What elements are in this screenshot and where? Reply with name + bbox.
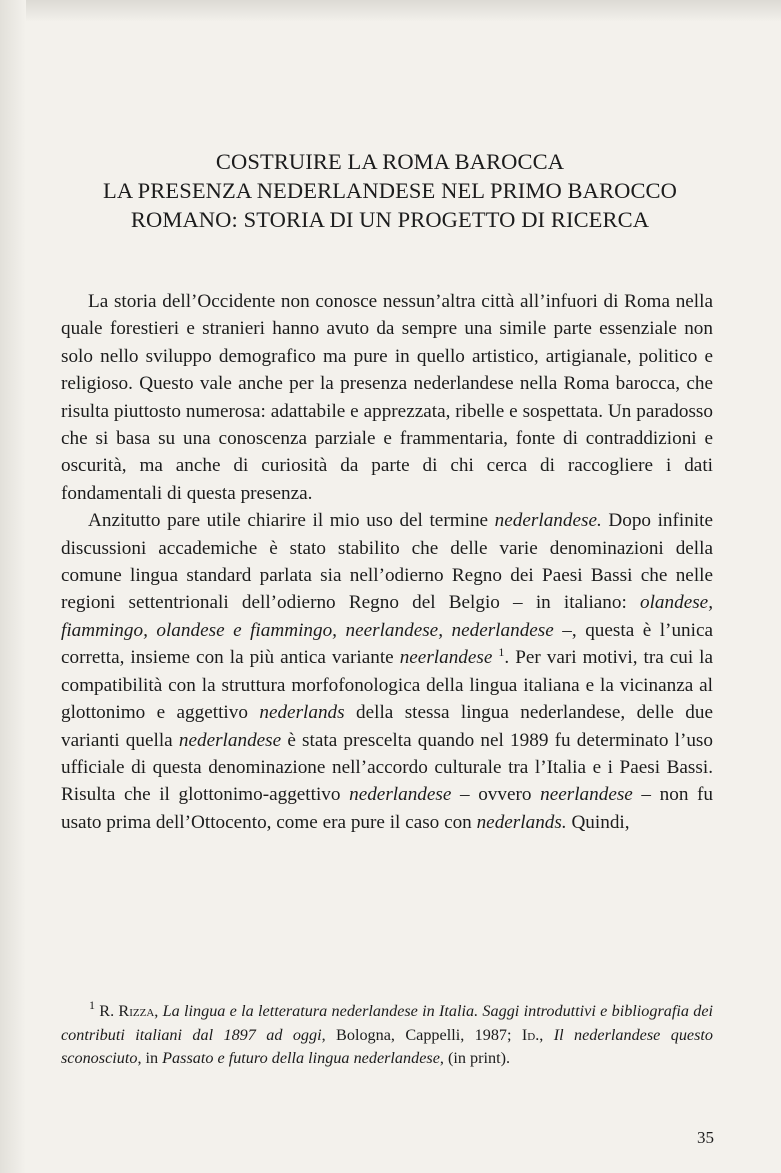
title-line-2: LA PRESENZA NEDERLANDESE NEL PRIMO BAROCCO [102, 178, 678, 203]
paragraph-2: Anzitutto pare utile chiarire il mio uso del termine nederlandese. Dopo infinite discussioni accademiche è stato stabilito che delle varie denominazioni della comune lingua standard parlata sia nell’odierno Regno dei Paesi Bassi che nelle regioni settentrionali dell’odierno Regno del Belgio – in italiano: olandese, fiammingo, olandese e fiammingo, neerlandese, nederlandese –, questa è l’unica corretta, insieme con la più antica variante neerlandese $^1$. Per vari motivi, tra cui la compatibilità con la struttura morfofonologica della lingua italiana e la vicinanza al glottonimo e aggettivo nederlands della stessa lingua nederlandese, delle due varianti quella nederlandese è stata prescelta quando nel 1989 fu determinato l’uso ufficiale di questa denominazione nell’accordo culturale tra l’Italia e i Paesi Bassi. Risulta che il glottonimo-aggettivo nederlandese – ovvero neerlandese – non fu usato prima dell’Ottocento, come era pure il caso con nederlands. Quindi, [61, 510, 714, 833]
body-text [61, 288, 713, 836]
title-line-1: COSTRUIRE LA ROMA BAROCCA [215, 149, 565, 174]
footnote-1: $^1$ R. Rizza, La lingua e la letteratura nederlandese in Italia. Saggi introduttivi e bibliografia dei contributi italiani dal 1897 ad oggi, Bologna, Cappelli, 1987; Id., Il nederlandese questo sconosciuto, in Passato e futuro della lingua nederlandese, (in print). [61, 998, 714, 1067]
footnote-author: R. Rizza [99, 1002, 155, 1020]
page-edge-shadow [0, 0, 781, 22]
chapter-title [40, 147, 740, 234]
footnote-reference[interactable]: 1 [498, 645, 505, 660]
title-line-3: ROMANO: STORIA DI UN PROGETTO DI RICERCA [130, 207, 650, 232]
footnote-number: 1 [89, 998, 95, 1012]
paragraph-1: La storia dell’Occidente non conosce nessun’altra città all’infuori di Roma nella quale forestieri e stranieri hanno avuto da sempre una simile parte essenziale non solo nello sviluppo demografico ma pure in quello artistico, artigianale, politico e religioso. Questo vale anche per la presenza nederlandese nella Roma barocca, che risulta piuttosto numerosa: adattabile e apprezzata, ribelle e sospettata. Un paradosso che si basa su una conoscenza parziale e frammentaria, fonte di contraddizioni e oscurità, ma anche di curiosità da parte di chi cerca di raccogliere i dati fondamentali di questa presenza. [61, 291, 713, 504]
page-number: 35 [697, 1128, 714, 1147]
footnote [61, 1000, 713, 1071]
page-gutter-shadow [0, 0, 26, 1173]
